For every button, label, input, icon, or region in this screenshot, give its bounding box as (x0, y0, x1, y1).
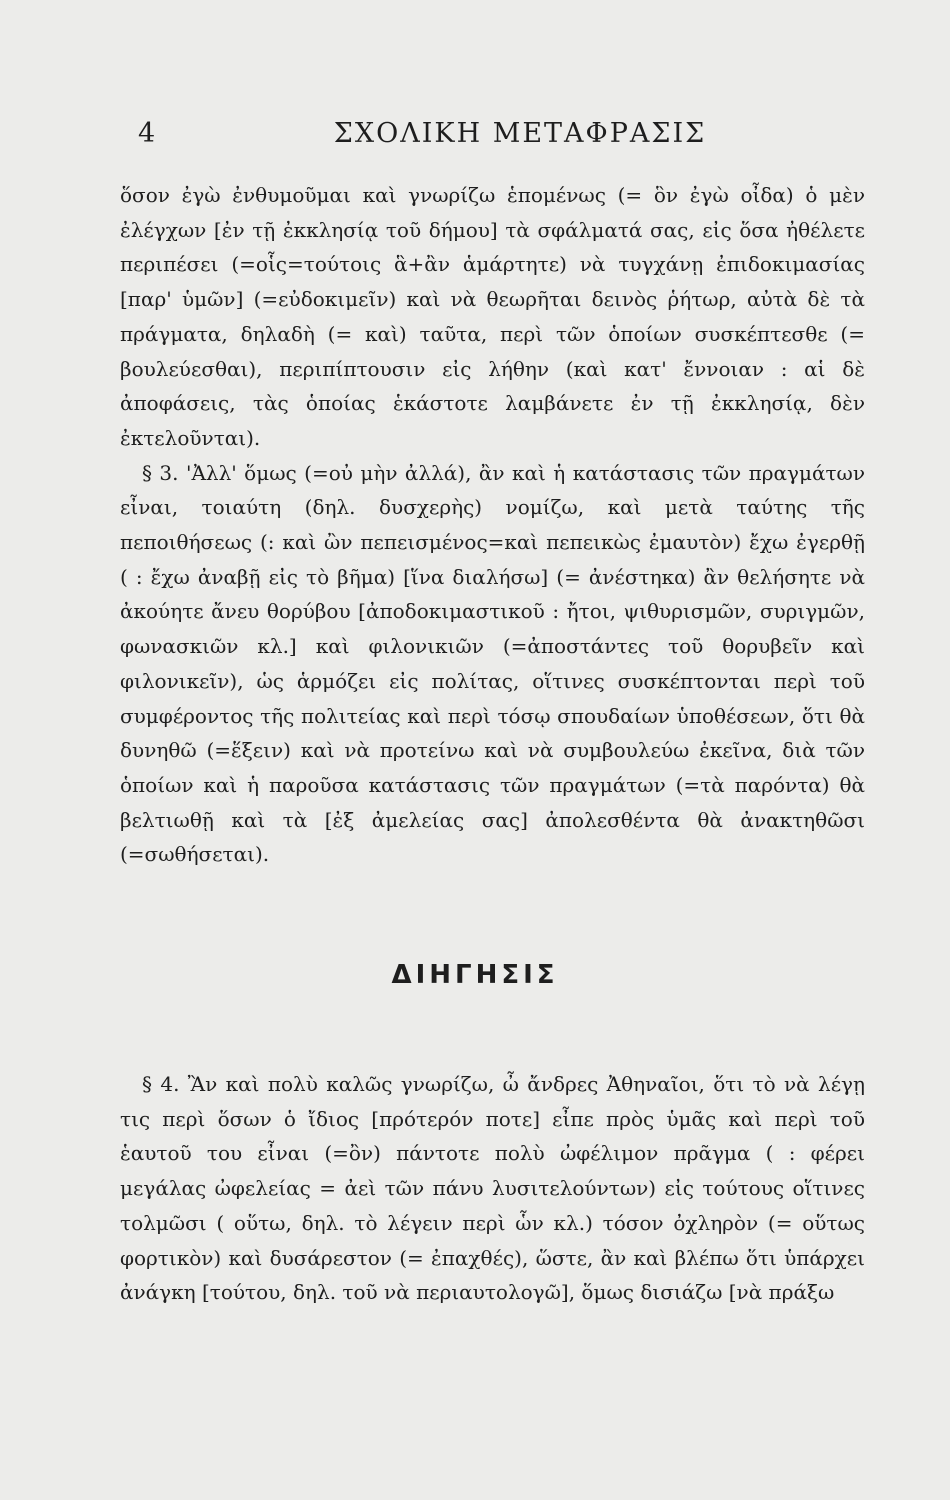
paragraph-section-4: § 4. Ἂν καὶ πολὺ καλῶς γνωρίζω, ὦ ἄνδρες Ἀθηναῖοι, ὅτι τὸ νὰ λέγῃ τις περὶ ὅσων ὁ ἴδιος [πρότερόν ποτε] εἶπε πρὸς ὑμᾶς καὶ περὶ τοῦ ἑαυτοῦ του εἶναι (=ὂν) πάντοτε πολὺ ὠφέλιμον πρᾶγμα ( : φέρει μεγάλας ὠφελείας = ἀεὶ τῶν πάνυ λυσιτελούντων) εἰς τούτους οἵτινες τολμῶσι ( οὕτω, δηλ. τὸ λέγειν περὶ ὧν κλ.) τόσον ὀχληρὸν (= οὕτως φορτικὸν) καὶ δυσάρεστον (= ἐπαχθές), ὥστε, ἂν καὶ βλέπω ὅτι ὑπάρχει ἀνάγκη [τούτου, δηλ. τοῦ νὰ περιαυτολογῶ], ὅμως δισιάζω [νὰ πράξω (120, 1072, 865, 1305)
section-heading: ΔΙΗΓΗΣΙΣ (391, 960, 559, 990)
page-header (0, 118, 950, 158)
running-title: ΣΧΟΛΙΚΗ ΜΕΤΑΦΡΑΣΙΣ (333, 118, 707, 149)
narrative-text-block (120, 1067, 865, 1310)
main-text-block (120, 178, 865, 872)
page-number: 4 (138, 118, 156, 149)
paragraph-section-3: § 3. 'Ἀλλ' ὅμως (=οὐ μὴν ἀλλά), ἂν καὶ ἡ κατάστασις τῶν πραγμάτων εἶναι, τοιαύτη (δηλ. δυσχερὴς) νομίζω, καὶ μετὰ ταύτης τῆς πεποιθήσεως (: καὶ ὢν πεπεισμένος=καὶ πεπεικὼς ἐμαυτὸν) ἔχω ἐγερθῇ ( : ἔχω ἀναβῇ εἰς τὸ βῆμα) [ἵνα διαλήσω] (= ἀνέστηκα) ἂν θελήσητε νὰ ἀκούητε ἄνευ θορύβου [ἀποδοκιμαστικοῦ : ἤτοι, ψιθυρισμῶν, συριγμῶν, φωνασκιῶν κλ.] καὶ φιλονικιῶν (=ἀποστάντες τοῦ θορυβεῖν καὶ φιλονικεῖν), ὡς ἁρμόζει εἰς πολίτας, οἵτινες συσκέπτονται περὶ τοῦ συμφέροντος τῆς πολιτείας καὶ περὶ τόσῳ σπουδαίων ὑποθέσεων, ὅτι θὰ δυνηθῶ (=ἕξειν) καὶ νὰ προτείνω καὶ νὰ συμβουλεύω ἐκεῖνα, διὰ τῶν ὁποίων καὶ ἡ παροῦσα κατάστασις τῶν πραγμάτων (=τὰ παρόντα) θὰ βελτιωθῇ καὶ τὰ [ἐξ ἀμελείας σας] ἀπολεσθέντα θὰ ἀνακτηθῶσι (=σωθήσεται). (120, 460, 865, 867)
paragraph-continuation: ὅσον ἐγὼ ἐνθυμοῦμαι καὶ γνωρίζω ἑπομένως (= ὃν ἐγὼ οἶδα) ὁ μὲν ἐλέγχων [ἐν τῇ ἐκκλησίᾳ τοῦ δήμου] τὰ σφάλματά σας, εἰς ὅσα ἠθέλετε περιπέσει (=οἷς=τούτοις ἃ+ἂν ἁμάρτητε) νὰ τυγχάνῃ ἐπιδοκιμασίας [παρ' ὑμῶν] (=εὐδοκιμεῖν) καὶ νὰ θεωρῆται δεινὸς ῥήτωρ, αὐτὰ δὲ τὰ πράγματα, δηλαδὴ (= καὶ) ταῦτα, περὶ τῶν ὁποίων συσκέπτεσθε (= βουλεύεσθαι), περιπίπτουσιν εἰς λήθην (καὶ κατ' ἔννοιαν : αἱ δὲ ἀποφάσεις, τὰς ὁποίας ἑκάστοτε λαμβάνετε ἐν τῇ ἐκκλησίᾳ, δὲν ἐκτελοῦνται). (120, 183, 865, 450)
